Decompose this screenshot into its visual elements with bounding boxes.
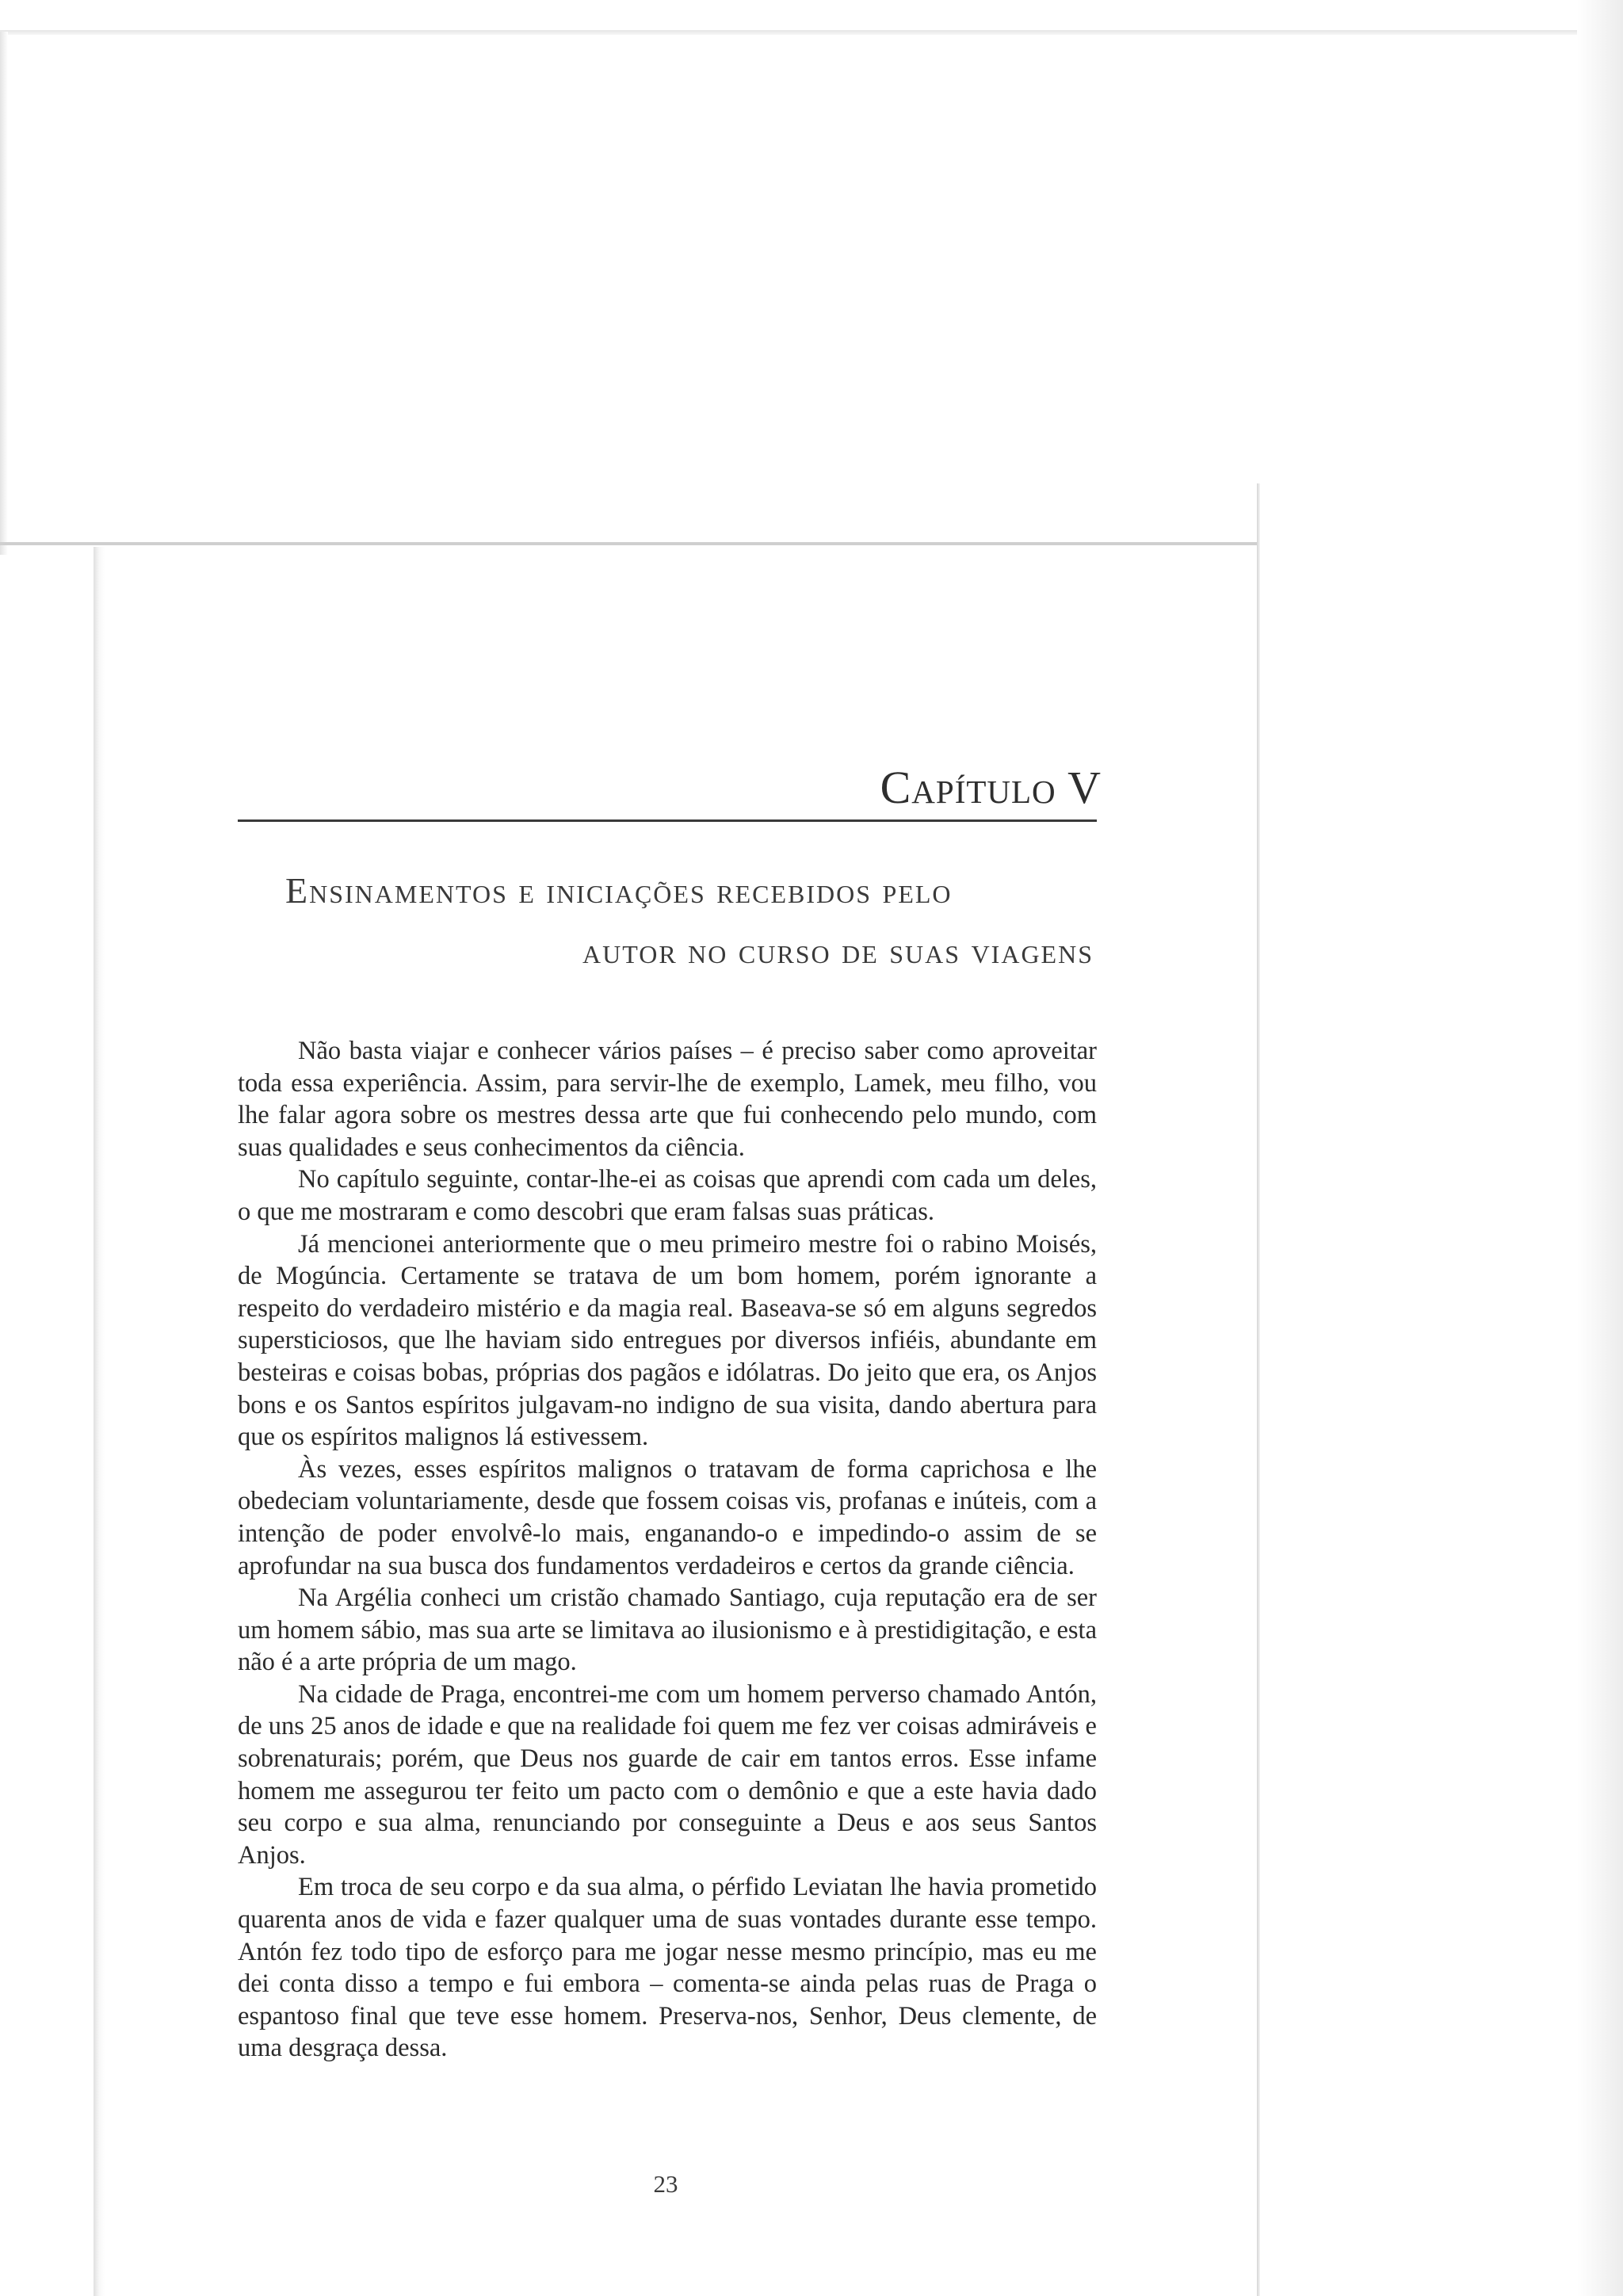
page-number: 23: [653, 2170, 678, 2198]
paragraph: Na cidade de Praga, encontrei-me com um homem perverso chamado Antón, de uns 25 anos de idade e que na realidade foi quem me fez ver coisas admiráveis e sobrenaturais; porém, que Deus nos guarde de cair em tantos erros. Esse infame homem me assegurou ter feito um pacto com o demônio e que a este havia dado seu corpo e sua alma, renunciando por conseguinte a Deus e aos seus Santos Anjos.: [238, 1679, 1097, 1870]
paragraph: Não basta viajar e conhecer vários países – é preciso saber como aproveitar toda essa experiência. Assim, para servir-lhe de exemplo, Lamek, meu filho, vou lhe falar agora sobre os mestres dessa arte que fui conhecendo pelo mundo, com suas qualidades e seus conhecimentos da ciência.: [238, 1037, 1097, 1162]
chapter-heading: Capítulo V: [880, 762, 1102, 813]
body-text: [238, 1035, 1097, 2065]
chapter-rule: [238, 819, 1097, 822]
paragraph: Em troca de seu corpo e da sua alma, o pérfido Leviatan lhe havia prometido quarenta anos de vida e fazer qualquer uma de suas vontades durante esse tempo. Antón fez todo tipo de esforço para me jogar nesse mesmo princípio, mas eu me dei conta disso a tempo e fui embora – comenta-se ainda pelas ruas de Praga o espantoso final que teve esse homem. Preserva-nos, Senhor, Deus clemente, de uma desgraça dessa.: [238, 1873, 1097, 2063]
section-title-line-1: Ensinamentos e iniciações recebidos pelo: [285, 870, 953, 911]
scan-edge-left: [0, 32, 8, 555]
scan-right-shadow: [1577, 0, 1623, 2296]
scan-page-right-edge: [1257, 483, 1260, 2296]
section-title: [285, 861, 1094, 981]
scan-page-top-edge: [0, 542, 1260, 545]
section-title-line-2: autor no curso de suas viagens: [582, 930, 1094, 971]
paragraph: Às vezes, esses espíritos malignos o tratavam de forma caprichosa e lhe obedeciam voluntariamente, desde que fossem coisas vis, profanas e inúteis, com a intenção de poder envolvê-lo mais, enganando-o e impedindo-o assim de se aprofundar na sua busca dos fundamentos verdadeiros e certos da grande ciência.: [238, 1454, 1097, 1580]
paragraph: Na Argélia conheci um cristão chamado Santiago, cuja reputação era de ser um homem sábio, mas sua arte se limitava ao ilusionismo e à prestidigitação, e esta não é a arte própria de um mago.: [238, 1584, 1097, 1677]
scan-page-left-edge: [94, 547, 105, 2296]
paragraph: Já mencionei anteriormente que o meu primeiro mestre foi o rabino Moisés, de Mogúncia. Certamente se tratava de um bom homem, porém ignorante a respeito do verdadeiro mistério e da magia real. Baseava-se só em alguns segredos supersticiosos, que lhe haviam sido entregues por diversos infiéis, abundante em besteiras e coisas bobas, próprias dos pagãos e idólatras. Do jeito que era, os Anjos bons e os Santos espíritos julgavam-no indigno de sua visita, dando abertura para que os espíritos malignos lá estivessem.: [238, 1229, 1097, 1452]
paragraph: No capítulo seguinte, contar-lhe-ei as coisas que aprendi com cada um deles, o que me mostraram e como descobri que eram falsas suas práticas.: [238, 1165, 1097, 1226]
scan-edge-top: [0, 30, 1623, 35]
